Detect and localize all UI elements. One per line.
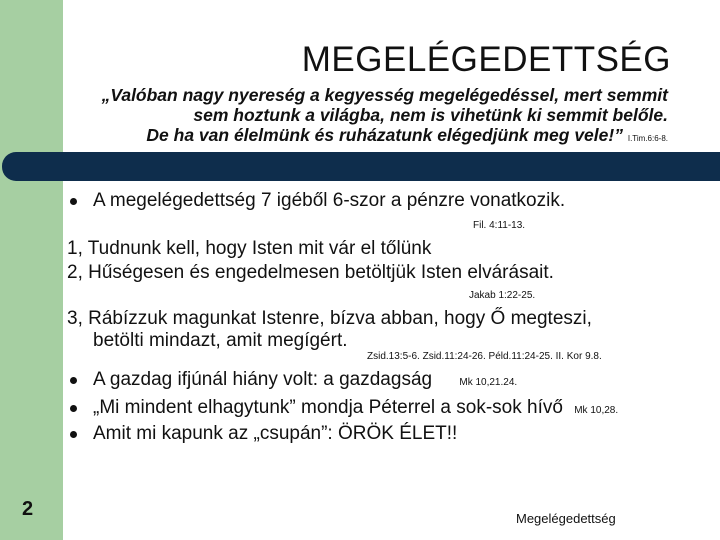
quote-reference: I.Tim.6:6-8. <box>627 134 668 143</box>
quote-line-3: De ha van élelmünk és ruházatunk elégedjünk meg vele!” I.Tim.6:6-8. <box>146 125 668 145</box>
dark-divider-bar <box>2 152 720 181</box>
point-2: 2, Hűségesen és engedelmesen betöltjük Isten elvárásait. <box>67 262 554 283</box>
bullet-item-3: Amit mi kapunk az „csupán”: ÖRÖK ÉLET!! <box>93 423 458 444</box>
reference-1: Fil. 4:11-13. <box>473 220 526 231</box>
page-number: 2 <box>22 498 34 520</box>
bullet-dot <box>70 405 77 412</box>
quote-line-1: „Valóban nagy nyereség a kegyesség megelégedéssel, mert semmit <box>101 85 668 105</box>
reference-2: Jakab 1:22-25. <box>469 290 536 301</box>
bullet-dot <box>70 377 77 384</box>
reference-3: Zsid.13:5-6. Zsid.11:24-26. Péld.11:24-25. II. Kor 9.8. <box>367 351 602 362</box>
point-1: 1, Tudnunk kell, hogy Isten mit vár el tőlünk <box>67 238 432 259</box>
slide-title: MEGELÉGEDETTSÉG <box>301 40 671 79</box>
bullet-item-2-ref: Mk 10,28. <box>574 405 619 416</box>
bullet-dot <box>70 431 77 438</box>
bullet-item-2: „Mi mindent elhagytunk” mondja Péterrel a sok-sok hívő Mk 10,28. <box>93 397 619 418</box>
quote-line-2: sem hoztunk a világba, nem is vihetünk ki semmit belőle. <box>193 105 668 125</box>
bible-quote <box>28 85 668 149</box>
bullet-dot <box>70 198 77 205</box>
left-green-strip <box>0 180 63 540</box>
point-3-line-1: 3, Rábízzuk magunkat Istenre, bízva abban, hogy Ő megteszi, <box>67 308 592 329</box>
bullet-text-1: A megelégedettség 7 igéből 6-szor a pénzre vonatkozik. <box>93 190 566 211</box>
bullet-item-1: A gazdag ifjúnál hiány volt: a gazdagság Mk 10,21.24. <box>93 369 518 390</box>
point-3-line-2: betölti mindazt, amit megígért. <box>93 330 348 351</box>
bullet-item-1-ref: Mk 10,21.24. <box>459 377 518 388</box>
footer-text: Megelégedettség <box>516 511 616 526</box>
